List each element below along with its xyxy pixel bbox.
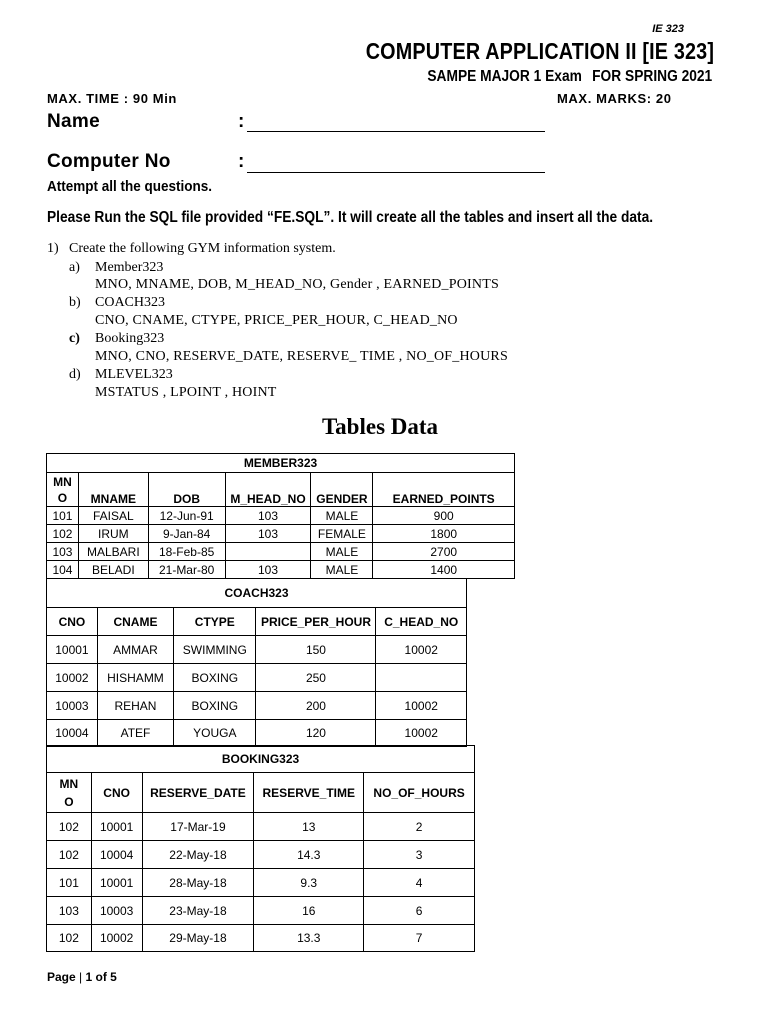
table-row — [47, 561, 515, 579]
item-table-name: MLEVEL323 — [95, 367, 173, 382]
attempt-instruction: Attempt all the questions. — [47, 178, 213, 195]
exam-name: SAMPE MAJOR 1 Exam — [427, 68, 582, 85]
computer-no-colon: : — [238, 151, 245, 172]
item-table-name: Booking323 — [95, 331, 165, 346]
column-header: C_HEAD_NO — [376, 608, 467, 636]
column-header: PRICE_PER_HOUR — [256, 608, 376, 636]
table-cell: 9-Jan-84 — [148, 525, 225, 543]
table-cell: 1400 — [373, 561, 515, 579]
column-header: RESERVE_TIME — [254, 773, 364, 813]
table-cell: 10004 — [47, 720, 98, 747]
member-table — [46, 453, 515, 579]
table-cell: 1800 — [373, 525, 515, 543]
table-cell: 250 — [256, 664, 376, 692]
page-footer — [47, 970, 117, 984]
name-blank-line — [247, 131, 545, 132]
run-sql-instruction: Please Run the SQL file provided “FE.SQL”. It will create all the tables and insert all the data. — [47, 209, 654, 226]
table-cell: 17-Mar-19 — [142, 813, 254, 841]
column-header: CNO — [47, 608, 98, 636]
coach-table-caption: COACH323 — [47, 579, 467, 608]
table-cell: 102 — [47, 925, 92, 952]
table-cell: BELADI — [78, 561, 148, 579]
table-cell — [376, 664, 467, 692]
table-cell: BOXING — [174, 692, 256, 720]
table-row — [47, 525, 515, 543]
column-header: M_HEAD_NO — [225, 473, 311, 507]
max-marks: MAX. MARKS: 20 — [557, 91, 672, 106]
page-title: COMPUTER APPLICATION II [IE 323] — [365, 38, 714, 64]
table-cell: 10002 — [376, 720, 467, 747]
column-header: DOB — [148, 473, 225, 507]
table-cell: YOUGA — [174, 720, 256, 747]
table-cell: 2 — [364, 813, 475, 841]
table-cell: 22-May-18 — [142, 841, 254, 869]
table-cell: 103 — [47, 897, 92, 925]
table-cell: MALE — [311, 543, 373, 561]
table-row — [47, 507, 515, 525]
member-table-caption: MEMBER323 — [47, 454, 515, 473]
table-cell: 18-Feb-85 — [148, 543, 225, 561]
table-cell: AMMAR — [97, 636, 173, 664]
table-cell: 10003 — [91, 897, 142, 925]
table-row — [47, 813, 475, 841]
table-cell: 9.3 — [254, 869, 364, 897]
table-row — [47, 869, 475, 897]
table-cell: HISHAMM — [97, 664, 173, 692]
table-cell: 12-Jun-91 — [148, 507, 225, 525]
item-letter: b) — [69, 295, 81, 310]
exam-term: FOR SPRING 2021 — [591, 68, 712, 85]
table-cell: 13.3 — [254, 925, 364, 952]
column-header: MNAME — [78, 473, 148, 507]
table-cell: 103 — [225, 525, 311, 543]
table-cell: 10001 — [91, 813, 142, 841]
table-cell: 102 — [47, 841, 92, 869]
question-number: 1) — [47, 241, 59, 256]
page-number: 1 of 5 — [85, 970, 117, 984]
table-cell: 10001 — [47, 636, 98, 664]
table-cell: ATEF — [97, 720, 173, 747]
table-cell: 21-Mar-80 — [148, 561, 225, 579]
table-cell: 120 — [256, 720, 376, 747]
computer-no-label: Computer No — [47, 151, 171, 172]
table-row — [47, 664, 467, 692]
table-cell: 28-May-18 — [142, 869, 254, 897]
table-cell: 10002 — [376, 692, 467, 720]
table-cell: MALE — [311, 507, 373, 525]
item-letter: a) — [69, 260, 80, 275]
page-separator: | — [79, 970, 83, 984]
table-cell: 16 — [254, 897, 364, 925]
table-cell: REHAN — [97, 692, 173, 720]
table-cell: 101 — [47, 869, 92, 897]
course-code: IE 323 — [652, 23, 684, 35]
column-header: MN O — [47, 773, 92, 813]
column-header: MN O — [47, 473, 79, 507]
table-cell — [225, 543, 311, 561]
table-cell: 103 — [225, 507, 311, 525]
item-letter: d) — [69, 367, 81, 382]
item-table-name: Member323 — [95, 260, 164, 275]
table-cell: 101 — [47, 507, 79, 525]
table-cell: 29-May-18 — [142, 925, 254, 952]
table-cell: 10002 — [47, 664, 98, 692]
column-header: CNO — [91, 773, 142, 813]
table-cell: MALE — [311, 561, 373, 579]
item-columns: MNO, MNAME, DOB, M_HEAD_NO, Gender , EARNED_POINTS — [95, 277, 499, 292]
table-cell: FEMALE — [311, 525, 373, 543]
table-cell: 200 — [256, 692, 376, 720]
coach-table — [46, 578, 467, 747]
table-row — [47, 543, 515, 561]
table-cell: MALBARI — [78, 543, 148, 561]
table-cell: FAISAL — [78, 507, 148, 525]
table-cell: 103 — [225, 561, 311, 579]
page-label: Page — [47, 970, 76, 984]
table-row — [47, 897, 475, 925]
item-columns: MNO, CNO, RESERVE_DATE, RESERVE_ TIME , NO_OF_HOURS — [95, 349, 508, 364]
booking-table — [46, 745, 475, 952]
column-header: NO_OF_HOURS — [364, 773, 475, 813]
table-cell: 104 — [47, 561, 79, 579]
name-colon: : — [238, 111, 245, 132]
computer-no-blank-line — [247, 172, 545, 173]
question-text: Create the following GYM information system. — [69, 241, 336, 256]
booking-table-caption: BOOKING323 — [47, 746, 475, 773]
table-cell: 102 — [47, 813, 92, 841]
item-columns: MSTATUS , LPOINT , HOINT — [95, 385, 277, 400]
column-header: RESERVE_DATE — [142, 773, 254, 813]
table-row — [47, 925, 475, 952]
table-cell: 150 — [256, 636, 376, 664]
table-cell: IRUM — [78, 525, 148, 543]
table-cell: 10004 — [91, 841, 142, 869]
table-cell: 6 — [364, 897, 475, 925]
table-row — [47, 692, 467, 720]
table-cell: 10002 — [376, 636, 467, 664]
table-cell: 10003 — [47, 692, 98, 720]
max-time: MAX. TIME : 90 Min — [47, 91, 177, 106]
table-row — [47, 636, 467, 664]
table-cell: 13 — [254, 813, 364, 841]
item-columns: CNO, CNAME, CTYPE, PRICE_PER_HOUR, C_HEAD_NO — [95, 313, 458, 328]
table-cell: 103 — [47, 543, 79, 561]
name-label: Name — [47, 111, 100, 132]
item-letter: c) — [69, 331, 80, 346]
table-cell: 102 — [47, 525, 79, 543]
table-cell: 10001 — [91, 869, 142, 897]
column-header: GENDER — [311, 473, 373, 507]
item-table-name: COACH323 — [95, 295, 166, 310]
exam-subtitle — [427, 68, 712, 86]
column-header: EARNED_POINTS — [373, 473, 515, 507]
table-cell: 23-May-18 — [142, 897, 254, 925]
table-cell: 3 — [364, 841, 475, 869]
table-cell: 7 — [364, 925, 475, 952]
column-header: CNAME — [97, 608, 173, 636]
table-cell: 4 — [364, 869, 475, 897]
table-row — [47, 720, 467, 747]
table-cell: 2700 — [373, 543, 515, 561]
table-cell: SWIMMING — [174, 636, 256, 664]
table-cell: 14.3 — [254, 841, 364, 869]
table-cell: 900 — [373, 507, 515, 525]
tables-data-heading: Tables Data — [321, 414, 439, 439]
column-header: CTYPE — [174, 608, 256, 636]
table-row — [47, 841, 475, 869]
table-cell: BOXING — [174, 664, 256, 692]
table-cell: 10002 — [91, 925, 142, 952]
